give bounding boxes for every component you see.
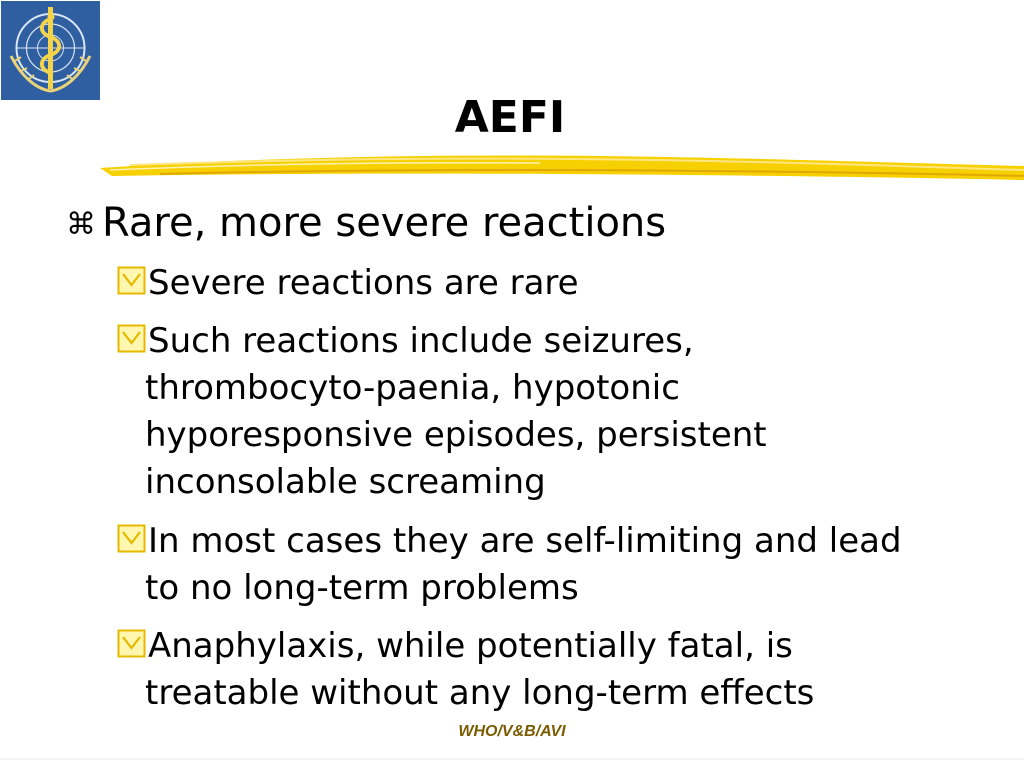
sub-bullet-2-line-3: hyporesponsive episodes, persistent xyxy=(145,415,767,455)
sub-bullet-2-line-2: thrombocyto-paenia, hypotonic xyxy=(145,368,680,408)
sub-bullet-4 xyxy=(117,623,947,717)
sub-bullet-2 xyxy=(117,318,947,506)
sub-bullet-2-line-4: inconsolable screaming xyxy=(145,462,546,502)
main-bullet-text: Rare, more severe reactions xyxy=(102,200,667,246)
sub-bullet-4-line-1: Anaphylaxis, while potentially fatal, is xyxy=(148,626,793,666)
slide-title: AEFI xyxy=(454,92,566,143)
sub-bullet-3 xyxy=(117,518,947,612)
sub-bullet-2-line-1: Such reactions include seizures, xyxy=(148,321,694,361)
sub-bullet-4-line-2: treatable without any long-term effects xyxy=(145,673,815,713)
sub-bullet-3-line-2: to no long-term problems xyxy=(145,568,579,608)
sub-bullet-1 xyxy=(117,260,947,307)
checkbox-check-icon xyxy=(117,524,146,553)
bottom-divider xyxy=(0,758,1024,768)
sub-bullet-3-line-1: In most cases they are self-limiting and lead xyxy=(148,521,902,561)
main-bullet xyxy=(66,198,966,250)
checkbox-check-icon xyxy=(117,324,146,353)
sub-bullet-1-line-1: Severe reactions are rare xyxy=(148,263,579,303)
checkbox-check-icon xyxy=(117,266,146,295)
command-key-icon: ⌘ xyxy=(66,207,96,242)
checkbox-check-icon xyxy=(117,629,146,658)
footer-reference: WHO/V&B/AVI xyxy=(458,723,566,740)
